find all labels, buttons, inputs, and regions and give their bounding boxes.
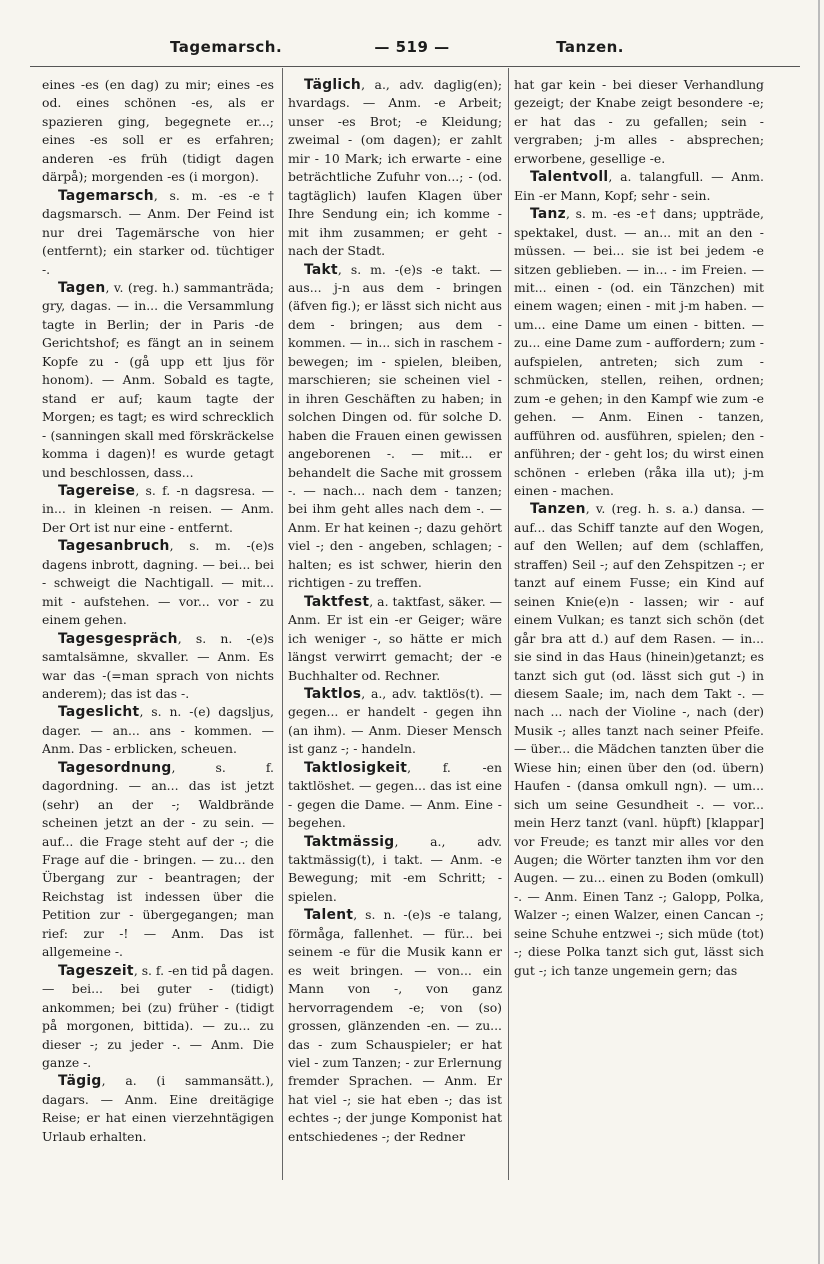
dictionary-entry bbox=[42, 187, 274, 279]
dictionary-entry bbox=[42, 703, 274, 758]
entry-text: , s. n. -(e)s -e talang, förmåga, fallenhet. — für... bei seinem -e für die Musik kann er es weit bringen. — von... ein Mann von -, von ganz hervorragendem -e; von (so) grossen, glänzenden -en. — zu... das - zum Schauspieler; er hat viel - zum Tanzen; - zur Erlernung fremder Sprachen. — Anm. Er hat viel -; sie hat eben -; das ist echtes -; der junge Komponist hat entschiedenes -; der Redner bbox=[288, 907, 502, 1144]
dictionary-entry bbox=[42, 279, 274, 482]
entry-text: , f. -en taktlöshet. — gegen... das ist eine - gegen die Dame. — Anm. Eine - begehen. bbox=[288, 759, 502, 831]
dictionary-column-2 bbox=[288, 76, 502, 1176]
dictionary-entry bbox=[288, 906, 502, 1146]
entry-headword: Taktfest bbox=[304, 593, 370, 610]
entry-headword: Taktmässig bbox=[304, 833, 395, 850]
entry-headword: Tanzen bbox=[530, 501, 586, 518]
entry-headword: Taktlosigkeit bbox=[304, 759, 408, 776]
dictionary-entry bbox=[514, 205, 764, 500]
entry-headword: Tagereise bbox=[58, 482, 136, 499]
dictionary-entry bbox=[514, 168, 764, 205]
dictionary-column-3 bbox=[514, 76, 764, 1176]
entry-text: , s. n. -(e)s samtalsämne, skvaller. — Anm. Es war das -(=man sprach von nichts anderem); das ist das -. bbox=[42, 630, 274, 701]
dictionary-entry bbox=[42, 1072, 274, 1146]
entry-text: , s. m. -es -e† dans; uppträde, spektakel, dust. — an... mit an den - müssen. — bei... sie ist bei jedem -e sitzen geblieben. — in... - im Freien. — mit... einen - (od. ein Tänzchen) mit einem wagen; einen - mit j-m haben. — um... eine Dame um einen - bitten. — zu... eine Dame zum - auffordern; zum - aufspielen, antreten; sich zum - schmücken, stellen, reihen, ordnen; zum -e gehen; in den Kampf wie zum -e gehen. — Anm. Einen - tanzen, aufführen od. ausführen, spielen; den - anführen; der - geht los; du wirst einen schönen - erleben (råka illa ut); j-m einen - machen. bbox=[514, 206, 764, 498]
entry-headword: Tageslicht bbox=[58, 704, 140, 721]
entry-text: , a. taktfast, säker. — Anm. Er ist ein -er Geiger; wäre ich weniger -, so hätte er mich längst verwirrt gemacht; der -e Buchhalter od. Rechner. bbox=[288, 593, 502, 683]
entry-text: , s. f. -en tid på dagen. — bei... bei guter - (tidigt) ankommen; bei (zu) früher - (tidigt på morgonen, bittida). — zu... zu dieser -; zu jeder -. — Anm. Die ganze -. bbox=[42, 962, 274, 1071]
header-right-catchword: Tanzen. bbox=[556, 38, 624, 56]
entry-text: , v. (reg. h. s. a.) dansa. — auf... das Schiff tanzte auf den Wogen, auf den Wellen; auf dem (schlaffen, straffen) Seil -; auf den Zehspitzen -; er tanzt auf einem Fusse; ein Kind auf seinen Knie(e)n - lassen; wir - auf einem Vulkan; es tanzt sich schön (det går bra att d.) auf dem Rasen. — in... sie sind in das Haus (hinein)getanzt; es tanzt sich gut (od. lässt sich gut -) in diesem Saale; im, nach dem Takt -. — nach ... nach der Violine -, nach (der) Musik -; alles tanzt nach seiner Pfeife. — über... die Mädchen tanzten über die Wiese hin; einen über den (od. übern) Haufen - (dansa omkull ngn). — um... sich um seine Gesundheit -. — vor... mein Herz tanzt (vanl. hüpft) [klappar] vor Freude; es tanzt mir alles vor den Augen; die Wörter tanzten ihm vor den Augen. — zu... einen zu Boden (omkull) -. — Anm. Einen Tanz -; Galopp, Polka, Walzer -; einen Walzer, einen Cancan -; seine Schuhe entzwei -; sich müde (tot) -; diese Polka tanzt sich gut, lässt sich gut -; ich tanze ungemein gern; das bbox=[514, 501, 764, 978]
entry-text: , a., adv. taktmässig(t), i takt. — Anm. -e Bewegung; mit -em Schritt; - spielen. bbox=[288, 833, 502, 904]
entry-headword: Tagesgespräch bbox=[58, 630, 178, 647]
entry-text: hat gar kein - bei dieser Verhandlung gezeigt; der Knabe zeigt besondere -e; er hat das - zu gefallen; sein - vergraben; j-m alles - absprechen; erworbene, gesellige -e. bbox=[514, 77, 764, 166]
dictionary-entry bbox=[42, 962, 274, 1073]
entry-text: , a., adv. daglig(en); hvardags. — Anm. -e Arbeit; unser -es Brot; -e Kleidung; zweimal - (om dagen); er zahlt mir - 10 Mark; ich erwarte - eine beträchtliche Zufuhr von...; - (od. tagtäglich) laufen Klagen über Ihre Sendung ein; ich komme - mit ihm zusammen; er geht - nach der Stadt. bbox=[288, 77, 502, 259]
continued-entry bbox=[42, 76, 274, 187]
entry-headword: Tagesordnung bbox=[58, 759, 172, 776]
entry-headword: Tagemarsch bbox=[58, 187, 154, 204]
continued-entry bbox=[514, 76, 764, 168]
dictionary-entry bbox=[42, 482, 274, 537]
page-number: — 519 — bbox=[374, 38, 450, 56]
entry-headword: Talentvoll bbox=[530, 169, 609, 186]
dictionary-entry bbox=[288, 76, 502, 261]
entry-text: eines -es (en dag) zu mir; eines -es od. eines schönen -es, als er spazieren ging, begegnete er...; eines -es soll er es erfahren; anderen -es früh (tidigt dagen därpå); morgenden -es (i morgon). bbox=[42, 77, 274, 185]
entry-text: , a. (i sammansätt.), dagars. — Anm. Eine dreitägige Reise; er hat einen vierzehntägigen Urlaub erhalten. bbox=[42, 1073, 274, 1144]
entry-headword: Tanz bbox=[530, 206, 566, 223]
dictionary-column-1 bbox=[42, 76, 274, 1176]
entry-headword: Taktlos bbox=[304, 685, 362, 702]
header-left-catchword: Tagemarsch. bbox=[170, 38, 283, 56]
running-header bbox=[30, 38, 794, 64]
entry-headword: Tagesanbruch bbox=[58, 538, 170, 555]
entry-text: , s. n. -(e) dagsljus, dager. — an... ans - kommen. — Anm. Das - erblicken, scheuen. bbox=[42, 704, 274, 757]
dictionary-entry bbox=[42, 537, 274, 629]
dictionary-entry bbox=[288, 833, 502, 907]
entry-headword: Takt bbox=[304, 261, 338, 278]
header-rule bbox=[30, 66, 800, 67]
entry-headword: Täglich bbox=[304, 77, 362, 93]
dictionary-entry bbox=[288, 685, 502, 759]
entry-headword: Talent bbox=[304, 907, 354, 924]
entry-text: , s. m. -es -e† dagsmarsch. — Anm. Der Feind ist nur drei Tagemärsche von hier (entfernt); ein starker od. tüchtiger -. bbox=[42, 187, 274, 277]
dictionary-entry bbox=[42, 759, 274, 962]
dictionary-entry bbox=[288, 593, 502, 685]
entry-text: , a. talangfull. — Anm. Ein -er Mann, Kopf; sehr - sein. bbox=[514, 169, 764, 203]
dictionary-entry bbox=[42, 630, 274, 704]
entry-text: , v. (reg. h.) sammanträda; gry, dagas. — in... die Versammlung tagte in Berlin; der in Paris -de Gerichtshof; es fängt an in seinem Kopfe zu - (gå upp ett ljus för honom). — Anm. Sobald es tagte, stand er auf; kaum tagte der Morgen; es tagt; es wird schrecklich - (sanningen skall med förskräckelse komma i dagen)! es wurde getagt und beschlossen, dass... bbox=[42, 279, 274, 480]
entry-text: , s. f. dagordning. — an... das ist jetzt (sehr) an der -; Waldbrände scheinen jetzt an der - zu sein. — auf... die Frage steht auf der -; die Frage auf die - bringen. — zu... den Übergang zur - beantragen; der Reichstag ist indessen über die Petition zur - übergegangen; man rief: zur -! — Anm. Das ist allgemeine -. bbox=[42, 759, 274, 960]
dictionary-entry bbox=[288, 759, 502, 833]
entry-headword: Tageszeit bbox=[58, 962, 134, 979]
column-divider-2 bbox=[508, 68, 509, 1180]
dictionary-entry bbox=[288, 261, 502, 593]
column-divider-1 bbox=[282, 68, 283, 1180]
entry-headword: Tagen bbox=[58, 279, 106, 296]
dictionary-entry bbox=[514, 500, 764, 980]
entry-text: , s. f. -n dagsresa. — in... in kleinen -n reisen. — Anm. Der Ort ist nur eine - entfernt. bbox=[42, 482, 274, 535]
entry-text: , s. m. -(e)s dagens inbrott, dagning. — bei... bei - schweigt die Nachtigall. — mit... mit - aufstehen. — vor... vor - zu einem gehen. bbox=[42, 538, 274, 628]
entry-text: , a., adv. taktlös(t). — gegen... er handelt - gegen ihn (an ihm). — Anm. Dieser Mensch ist ganz -; - handeln. bbox=[288, 685, 502, 757]
page-edge bbox=[818, 0, 820, 1264]
entry-text: , s. m. -(e)s -e takt. — aus... j-n aus dem - bringen (äfven fig.); er lässt sich nicht aus dem - bringen; aus dem - kommen. — in... sich in raschem - bewegen; im - spielen, bleiben, marschieren; sie scheinen viel - in ihren Geschäften zu haben; in solchen Dingen od. für solche D. haben die Frauen einen gewissen angeborenen -. — mit... er behandelt die Sache mit grossem -. — nach... nach dem - tanzen; bei ihm geht alles nach dem -. — Anm. Er hat keinen -; dazu gehört viel -; den - angeben, schlagen; - halten; es ist schwer, hierin den richtigen - zu treffen. bbox=[288, 261, 502, 591]
entry-headword: Tägig bbox=[58, 1073, 102, 1090]
